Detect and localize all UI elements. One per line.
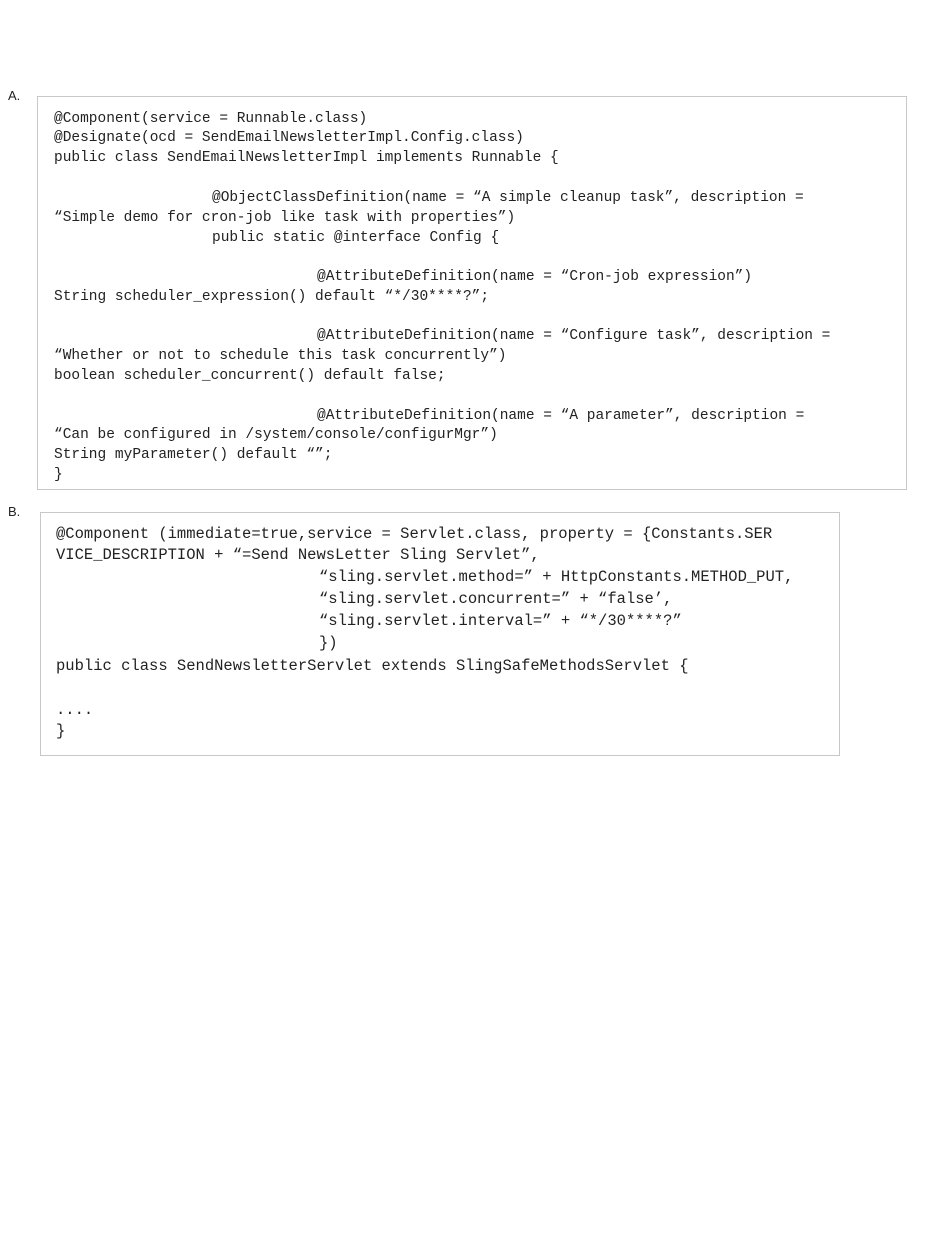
code-line: “Simple demo for cron-job like task with properties”) [54,210,516,226]
code-line: “sling.servlet.method=” + HttpConstants.METHOD_PUT, [319,568,794,586]
code-line: @ObjectClassDefinition(name = “A simple cleanup task”, description = [212,190,804,206]
code-line: @AttributeDefinition(name = “A parameter”, description = [317,408,805,424]
code-line: “Whether or not to schedule this task concurrently”) [54,348,507,364]
code-line: String scheduler_expression() default “*/30****?”; [54,289,490,305]
code-line: } [54,467,63,483]
code-line: public static @interface Config { [212,230,500,246]
code-line: boolean scheduler_concurrent() default false; [54,368,446,384]
code-line: @Component(service = Runnable.class) [54,111,368,127]
code-line: }) [319,634,338,652]
code-line: “sling.servlet.interval=” + “*/30****?” [319,612,682,630]
code-line: “Can be configured in /system/console/configurMgr”) [54,427,498,443]
option-b-label: B. [8,504,21,519]
code-line: @AttributeDefinition(name = “Configure task”, description = [317,328,831,344]
code-line: .... [56,701,94,719]
code-line: “sling.servlet.concurrent=” + “false’, [319,590,673,608]
code-line: @Designate(ocd = SendEmailNewsletterImpl.Config.class) [54,130,524,146]
code-line: VICE_DESCRIPTION + “=Send NewsLetter Sling Servlet”, [56,546,540,564]
code-line: String myParameter() default “”; [54,447,333,463]
code-line: public class SendNewsletterServlet extends SlingSafeMethodsServlet { [56,657,689,675]
code-line: @AttributeDefinition(name = “Cron-job expression”) [317,269,753,285]
code-line: public class SendEmailNewsletterImpl implements Runnable { [54,150,559,166]
option-b-code-box [40,512,840,756]
option-a-label: A. [8,88,21,103]
code-line: @Component (immediate=true,service = Servlet.class, property = {Constants.SER [56,525,773,543]
option-a-code-box [37,96,907,490]
code-line: } [56,722,66,740]
